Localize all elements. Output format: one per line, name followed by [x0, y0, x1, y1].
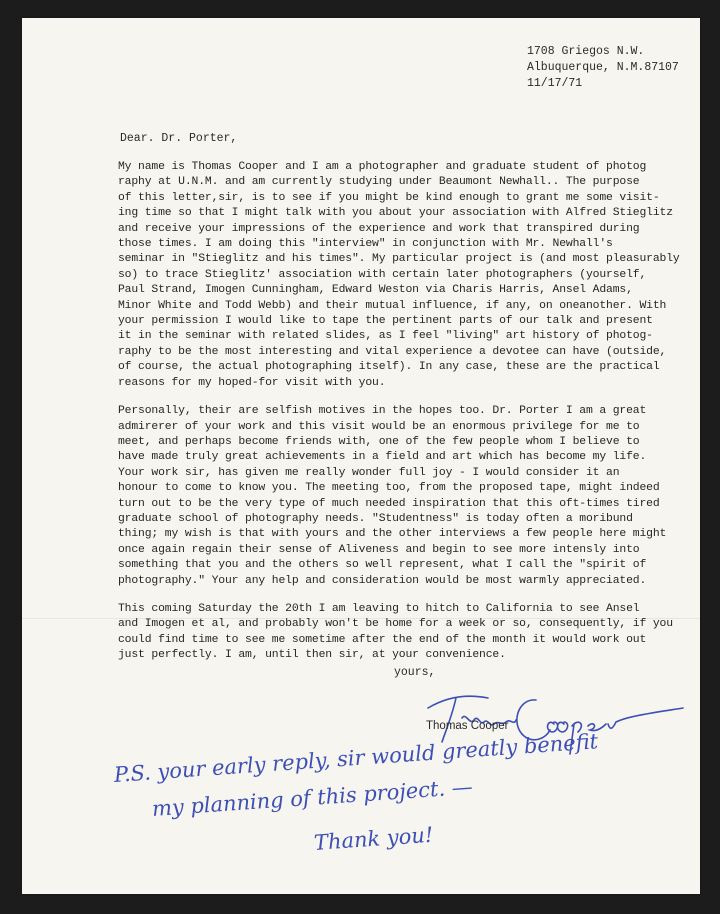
body-line: and receive your impressions of the experience and work that transpired during — [118, 222, 640, 235]
body-line: something that you and the others so well represent, what I call the "spirit of — [118, 559, 647, 572]
body-line: thing; my wish is that with yours and the other interviews a few people here might — [118, 528, 667, 541]
body-line: reasons for my hoped-for visit with you. — [118, 376, 386, 389]
body-line: graduate school of photography needs. "Studentness" is today often a moribund — [118, 512, 633, 525]
address-street: 1708 Griegos N.W. — [527, 45, 645, 58]
address-city: Albuquerque, N.M.87107 — [527, 61, 679, 74]
body-line: turn out to be the very type of much needed inspiration that this oft-times tired — [118, 497, 660, 510]
salutation: Dear. Dr. Porter, — [120, 132, 238, 145]
body-line: Your work sir, has given me really wonder full joy - I would consider it an — [118, 466, 620, 479]
body-line: Minor White and Todd Webb) and their mutual influence, if any, on oneanother. With — [118, 299, 667, 312]
body-line: could find time to see me sometime after the end of the month it would work out — [118, 633, 647, 646]
body-line: honour to come to know you. The meeting too, from the proposed tape, might indeed — [118, 482, 660, 495]
body-line: meet, and perhaps become friends with, one of the few people whom I believe to — [118, 435, 640, 448]
body-line: admirerer of your work and this visit would be an enormous privilege for me to — [118, 420, 640, 433]
body-line: of course, the actual photographing itself). In any case, these are the practical — [118, 361, 660, 374]
body-line: once again regain their sense of Aliveness and begin to see more intensly into — [118, 543, 640, 556]
body-line: photography." Your any help and consideration would be most warmly appreciated. — [118, 574, 647, 587]
postscript-line: my planning of this project. — — [151, 774, 474, 821]
typed-signature-name: Thomas Cooper — [426, 720, 509, 732]
body-line: just perfectly. I am, until then sir, at your convenience. — [118, 649, 506, 662]
postscript-line: P.S. your early reply, sir would greatly benefit — [113, 729, 599, 787]
body-line: raphy to be the most interesting and vital experience a devotee can have (outside, — [118, 345, 667, 358]
body-line: seminar in "Stieglitz and his times". My particular project is (and most pleasurably — [118, 253, 680, 266]
letter-body — [118, 160, 693, 677]
body-line: This coming Saturday the 20th I am leaving to hitch to California to see Ansel — [118, 602, 640, 615]
postscript-line: Thank you! — [313, 822, 434, 855]
closing: yours, — [394, 666, 436, 679]
letter-page — [22, 18, 700, 894]
body-line: your permission I would like to tape the pertinent parts of our talk and present — [118, 315, 653, 328]
letter-date: 11/17/71 — [527, 77, 583, 90]
body-line: so) to trace Stieglitz' association with certain later photographers (yourself, — [118, 268, 647, 281]
sender-address — [527, 44, 679, 92]
body-line: and Imogen et al, and probably won't be home for a week or so, consequently, if you — [118, 618, 673, 631]
handwritten-postscript — [113, 729, 694, 860]
body-line: ing time so that I might talk with you about your association with Alfred Stieglitz — [118, 207, 673, 220]
body-line: Paul Strand, Imogen Cunningham, Edward Weston via Charis Harris, Ansel Adams, — [118, 284, 633, 297]
body-line: those times. I am doing this "interview" in conjunction with Mr. Newhall's — [118, 238, 613, 251]
paragraph-3 — [118, 602, 693, 664]
body-line: Personally, their are selfish motives in the hopes too. Dr. Porter I am a great — [118, 405, 647, 418]
body-line: raphy at U.N.M. and am currently studying under Beaumont Newhall.. The purpose — [118, 176, 640, 189]
body-line: it in the seminar with related slides, as I feel "living" art history of photog- — [118, 330, 653, 343]
body-line: My name is Thomas Cooper and I am a photographer and graduate student of photog — [118, 161, 647, 173]
body-line: have made truly great achievements in a field and art which has become my life. — [118, 451, 647, 464]
paragraph-1 — [118, 160, 693, 391]
paragraph-2 — [118, 404, 693, 589]
body-line: of this letter,sir, is to see if you might be kind enough to grant me some visit- — [118, 191, 660, 204]
